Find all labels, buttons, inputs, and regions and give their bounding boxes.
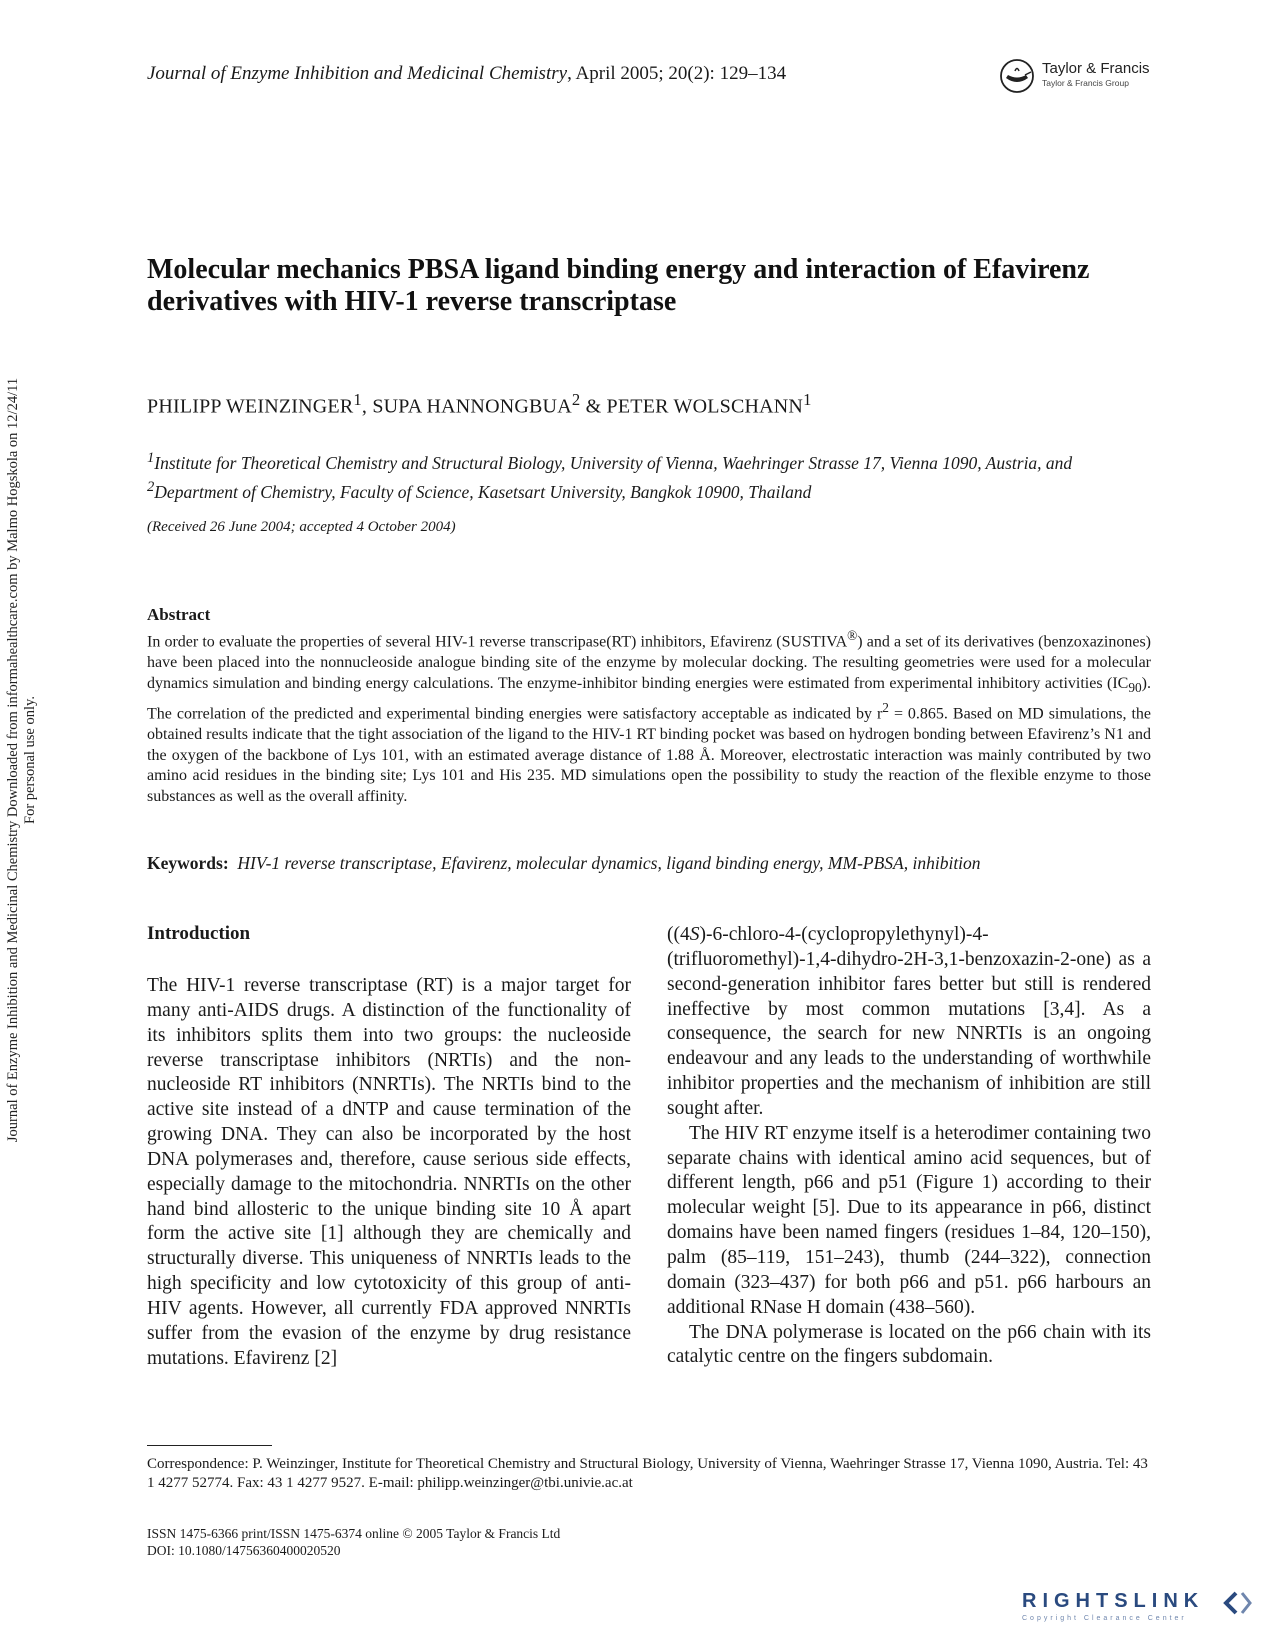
abstract-text: In order to evaluate the properties of several HIV-1 reverse transcripase(RT) inhibitors, Efavirenz (SUSTIVA: [147, 633, 848, 651]
author-list: [147, 390, 812, 419]
article-title: Molecular mechanics PBSA ligand binding energy and interaction of Efavirenz derivatives with HIV-1 reverse transcriptase: [147, 254, 1090, 317]
section-heading-introduction: Introduction: [147, 923, 251, 944]
author-separator: ,: [361, 395, 373, 418]
author-affiliation-mark: 1: [353, 390, 362, 409]
abstract-heading: Abstract: [147, 605, 211, 624]
affiliation-text: Institute for Theoretical Chemistry and Structural Biology, University of Vienna, Waehringer Strasse 17, Vienna 1090, Austria, and: [154, 452, 1073, 473]
issn: ISSN 1475-6366 print/ISSN 1475-6374 online © 2005 Taylor & Francis Ltd: [147, 1526, 561, 1541]
author-affiliation-mark: 2: [571, 390, 581, 409]
stereo-descriptor: S: [689, 924, 700, 945]
publisher-name: Taylor & Francis: [1042, 60, 1150, 77]
author-name: PETER WOLSCHANN: [606, 395, 804, 418]
download-notice-line1: Journal of Enzyme Inhibition and Medicinal Chemistry Downloaded from informahealthcare.com by Malmo Hogskola on 12/24/11: [5, 377, 21, 1143]
keywords: [147, 853, 1157, 874]
author-affiliation-mark: 1: [803, 390, 812, 409]
author-separator: &: [580, 395, 607, 418]
affiliation-text: Department of Chemistry, Faculty of Science, Kasetsart University, Bangkok 10900, Thailand: [154, 481, 812, 502]
side-watermark: [0, 0, 40, 1651]
paragraph: The HIV RT enzyme itself is a heterodimer containing two separate chains with identical amino acid sequences, but of different length, p66 and p51 (Figure 1) according to their molecular weight [5]. Due to its appearance in p66, distinct domains have been named fingers (residues 1–84, 120–150), palm (85–119, 151–243), thumb (244–322), connection domain (323–437) for both p66 and p51. p66 harbours an additional RNase H domain (438–560).: [667, 1122, 1151, 1318]
issn-doi: [147, 1525, 847, 1559]
publisher-logo: [998, 58, 1158, 96]
left-column: [147, 974, 631, 1372]
publisher-group: Taylor & Francis Group: [1042, 78, 1129, 88]
registered-mark: ®: [847, 628, 858, 643]
journal-issue: , April 2005; 20(2): 129–134: [567, 63, 787, 84]
rightslink-logo: [1022, 1590, 1254, 1630]
correspondence-note: Correspondence: P. Weinzinger, Institute for Theoretical Chemistry and Structural Biology, University of Vienna, Waehringer Strasse 17, Vienna 1090, Austria. Tel: 43 1 4277 52774. Fax: 43 1 4277 9527. E-mail: philipp.weinzinger@tbi.univie.ac.at: [147, 1456, 1148, 1491]
download-notice: [5, 378, 39, 1142]
author-name: PHILIPP WEINZINGER: [147, 395, 354, 418]
affiliations: [147, 446, 1147, 504]
right-column: [667, 923, 1151, 1370]
footnote-rule: [147, 1445, 272, 1446]
received-dates: (Received 26 June 2004; accepted 4 October 2004): [147, 519, 456, 535]
paragraph: The DNA polymerase is located on the p66 chain with its catalytic centre on the fingers subdomain.: [667, 1321, 1151, 1368]
ic-subscript: 90: [1128, 679, 1142, 695]
affiliation-mark: 2: [147, 478, 155, 495]
paragraph: [667, 923, 1151, 1122]
rightslink-chevron-icon: [1222, 1590, 1252, 1616]
abstract-text: = 0.865. Based on MD simulations, the obtained results indicate that the tight association of the ligand to the HIV-1 RT binding pocket was based on hydrogen bonding between Efavirenz’s N1 and the oxygen of the backbone of Lys 101, with an estimated average distance of 1.88 Å. Moreover, electrostatic interaction was mainly contributed by two amino acid residues in the binding site; Lys 101 and His 235. MD simulations open the possibility to study the reaction of the flexible enzyme to those substances as well as the overall affinity.: [147, 705, 1151, 805]
paragraph: The HIV-1 reverse transcriptase (RT) is a major target for many anti-AIDS drugs. A distinction of the functionality of its inhibitors splits them into two groups: the nucleoside reverse transcriptase inhibitors (NRTIs) and the non-nucleoside RT inhibitors (NNRTIs). The NRTIs bind to the active site instead of a dNTP and cause termination of the growing DNA. They can also be incorporated by the host DNA polymerases and, therefore, cause serious side effects, especially damage to the mitochondria. NNRTIs on the other hand bind allosteric to the unique binding site 10 Å apart form the active site [1] although they are chemically and structurally diverse. This uniqueness of NNRTIs leads to the high specificity and low cytotoxicity of this group of anti-HIV agents. However, all currently FDA approved NNRTIs suffer from the evasion of the enzyme by drug resistance mutations. Efavirenz [2]: [147, 975, 631, 1369]
keywords-values: HIV-1 reverse transcriptase, Efavirenz, molecular dynamics, ligand binding energy, MM-PBSA, inhibition: [237, 853, 981, 873]
teapot-lamp-icon: [998, 58, 1036, 94]
download-notice-line2: For personal use only.: [22, 696, 38, 824]
author-name: SUPA HANNONGBUA: [372, 395, 572, 418]
rightslink-text: RIGHTSLINK: [1022, 1590, 1205, 1612]
journal-citation: [147, 63, 786, 85]
r-squared-exponent: 2: [882, 700, 889, 716]
doi: DOI: 10.1080/14756360400020520: [147, 1543, 341, 1558]
journal-name: Journal of Enzyme Inhibition and Medicinal Chemistry: [147, 63, 568, 84]
paragraph-text: ((4: [667, 924, 690, 945]
paragraph-text: )-6-chloro-4-(cyclopropylethynyl)-4-(trifluoromethyl)-1,4-dihydro-2H-3,1-benzoxazin-2-one) as a second-generation inhibitor fares better but still is rendered ineffective by most common mutations [3,4]. As a consequence, the search for new NNRTIs is an ongoing endeavour and any leads to the understanding of worthwhile inhibitor properties and the mechanism of inhibition are still sought after.: [667, 924, 1151, 1119]
rightslink-subtext: Copyright Clearance Center: [1022, 1615, 1187, 1622]
abstract-text: ) and a set of its derivatives (benzoxazinones) have been placed into the nonnucleoside analogue binding site of the enzyme by molecular docking. The resulting geometries were used for a molecular dynamics simulation and binding energy calculations. The enzyme-inhibitor binding energies were estimated from experimental inhibitory activities (IC: [147, 633, 1152, 692]
abstract-text: ). The correlation of the predicted and experimental binding energies were satisfactory acceptable as indicated by r: [147, 674, 1151, 723]
keywords-label: Keywords:: [147, 853, 229, 873]
abstract-body: [147, 626, 1151, 808]
affiliation-mark: 1: [147, 450, 155, 466]
